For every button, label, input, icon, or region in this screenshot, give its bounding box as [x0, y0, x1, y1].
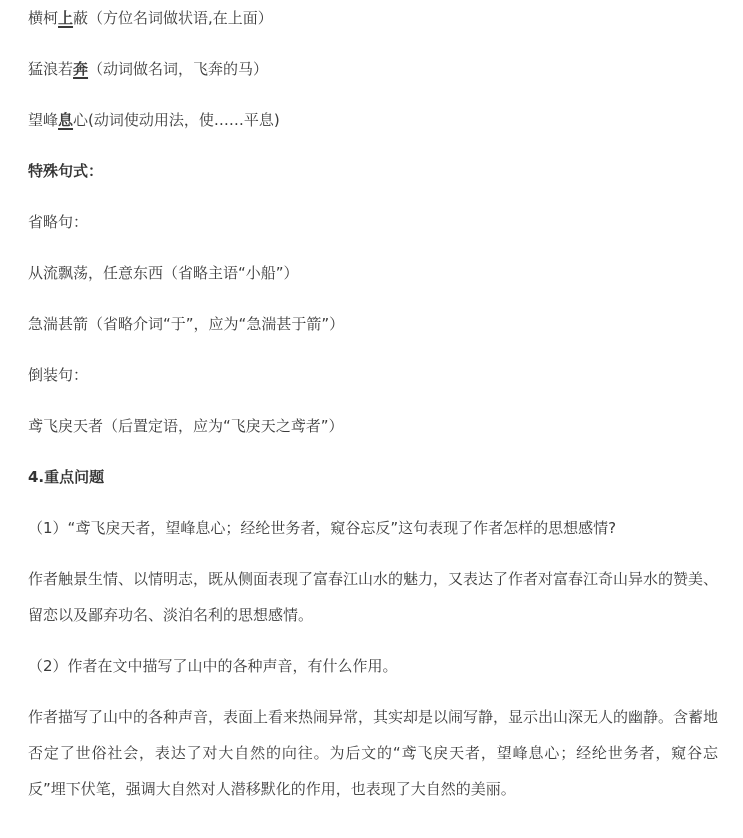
- note-line-3: [28, 110, 280, 130]
- note-1-explanation: 蔽（方位名词做状语,在上面）: [73, 9, 273, 27]
- note-line-2: [28, 59, 268, 79]
- note-1-prefix: 横柯: [28, 9, 59, 27]
- question-1: （1）“鸢飞戾天者，望峰息心；经纶世务者，窥谷忘反”这句表现了作者怎样的思想感情?: [28, 519, 617, 537]
- note-1-key-char: 上: [58, 9, 74, 27]
- omission-label: 省略句：: [28, 213, 89, 231]
- omission-example-1: 从流飘荡，任意东西（省略主语“小船”）: [28, 264, 299, 282]
- note-line-1: [28, 8, 273, 28]
- question-2: （2）作者在文中描写了山中的各种声音，有什么作用。: [28, 657, 398, 675]
- omission-example-2: 急湍甚箭（省略介词“于”，应为“急湍甚于箭”）: [28, 315, 345, 333]
- note-2-prefix: 猛浪若: [28, 60, 74, 78]
- answer-1: 作者触景生情、以情明志，既从侧面表现了富春江山水的魅力，又表达了作者对富春江奇山异水的赞美、留恋以及鄙弃功名、淡泊名利的思想感情。: [28, 570, 719, 624]
- answer-2: 作者描写了山中的各种声音，表面上看来热闹异常，其实却是以闹写静，显示出山深无人的幽静。含蓄地否定了世俗社会，表达了对大自然的向往。为后文的“鸢飞戾天者，望峰息心；经纶世务者，窥谷忘反”埋下伏笔，强调大自然对人潜移默化的作用，也表现了大自然的美丽。: [28, 708, 719, 798]
- note-3-explanation: 心(动词使动用法，使……平息): [73, 111, 280, 129]
- key-questions-heading: 4.重点问题: [28, 468, 105, 486]
- inversion-example-1: 鸢飞戾天者（后置定语，应为“飞戾天之鸢者”）: [28, 417, 344, 435]
- inversion-label: 倒装句：: [28, 366, 89, 384]
- note-2-key-char: 奔: [73, 60, 89, 78]
- note-3-prefix: 望峰: [28, 111, 59, 129]
- note-3-key-char: 息: [58, 111, 74, 129]
- special-sentence-heading: 特殊句式：: [28, 162, 104, 180]
- note-2-explanation: （动词做名词，飞奔的马）: [88, 60, 269, 78]
